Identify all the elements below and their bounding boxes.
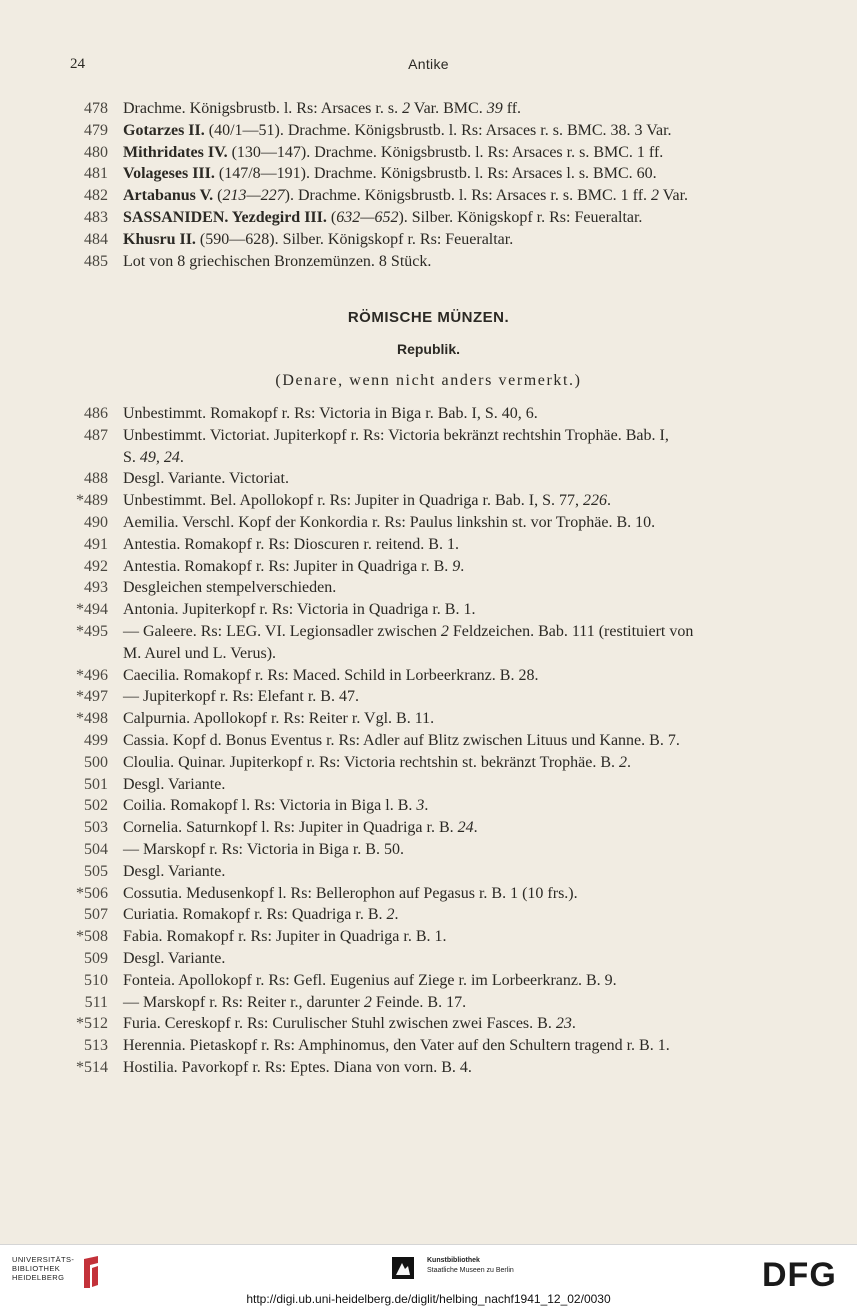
lot-number: *514: [76, 1058, 108, 1076]
section-title: RÖMISCHE MÜNZEN.: [347, 309, 510, 326]
lot-number: 486: [84, 405, 108, 422]
lot-number: *506: [76, 884, 108, 902]
lot-number: *512: [76, 1015, 108, 1033]
lot-number: 507: [84, 906, 108, 924]
lot-description: — Galeere. Rs: LEG. VI. Legionsadler zwischen 2 Feldzeichen. Bab. 111 (restituiert von M. Aurel und L. Verus).: [123, 622, 694, 662]
lot-number: 503: [84, 819, 108, 837]
lot-description: — Marskopf r. Rs: Reiter r., darunter 2 Feinde. B. 17.: [123, 993, 467, 1011]
catalog-entry: [0, 992, 857, 1014]
lot-number: 502: [84, 797, 108, 815]
lot-number: *494: [76, 601, 108, 619]
catalog-entry: [0, 185, 857, 207]
catalog-entry: [0, 948, 857, 970]
lot-number: 484: [84, 230, 108, 248]
catalog-entry: [0, 577, 857, 599]
lot-description: Furia. Cereskopf r. Rs: Curulischer Stuhl zwischen zwei Fasces. B. 23.: [123, 1015, 576, 1033]
catalog-entry: [0, 229, 857, 251]
catalog-entry: [0, 207, 857, 229]
lot-number: 479: [84, 121, 108, 139]
lot-number: *495: [76, 622, 108, 640]
catalog-entry: [0, 98, 857, 120]
uni-logo-line: UNIVERSITÄTS-: [12, 1255, 75, 1264]
uni-logo-line: HEIDELBERG: [12, 1273, 65, 1282]
lot-description: Cornelia. Saturnkopf l. Rs: Jupiter in Quadriga r. B. 24.: [123, 819, 478, 837]
catalog-entry: [0, 1013, 857, 1035]
catalog-entry: [0, 926, 857, 948]
catalog-entry: [0, 142, 857, 164]
lot-number: 510: [84, 971, 108, 989]
lot-number: 492: [84, 557, 108, 575]
catalog-entry: [0, 817, 857, 839]
catalog-entry: [0, 556, 857, 578]
catalog-entry: [0, 774, 857, 796]
lot-description: Fabia. Romakopf r. Rs: Jupiter in Quadriga r. B. 1.: [123, 928, 447, 946]
lot-number: 481: [84, 165, 108, 183]
lot-description: Coilia. Romakopf l. Rs: Victoria in Biga l. B. 3.: [123, 797, 429, 815]
lot-number: 509: [84, 949, 108, 967]
entry-list-oriental: [0, 98, 857, 272]
catalog-entry: [0, 795, 857, 817]
lot-number: 500: [84, 753, 108, 771]
catalog-entry: [0, 883, 857, 905]
catalog-entry: [0, 1057, 857, 1079]
lot-description: Desgl. Variante. Victoriat.: [123, 470, 289, 488]
lot-description: Hostilia. Pavorkopf r. Rs: Eptes. Diana von vorn. B. 4.: [123, 1058, 472, 1076]
lot-description: Lot von 8 griechischen Bronzemünzen. 8 Stück.: [123, 252, 432, 270]
lot-number: 504: [84, 840, 108, 858]
catalog-entry: [0, 468, 857, 490]
lot-description: Herennia. Pietaskopf r. Rs: Amphinomus, den Vater auf den Schultern tragend r. B. 1.: [123, 1037, 670, 1055]
lot-number: 478: [84, 100, 108, 117]
catalog-entry: [0, 599, 857, 621]
catalog-entry: [0, 425, 857, 469]
lot-description: Desgleichen stempelverschieden.: [123, 579, 337, 597]
lot-description: Cloulia. Quinar. Jupiterkopf r. Rs: Victoria rechtshin st. bekränzt Trophäe. B. 2.: [123, 753, 632, 771]
lot-description: Volageses III. (147/8—191). Drachme. Königsbrustb. l. Rs: Arsaces l. s. BMC. 60.: [123, 165, 657, 183]
lot-description: Caecilia. Romakopf r. Rs: Maced. Schild in Lorbeerkranz. B. 28.: [123, 666, 539, 684]
lot-description: — Marskopf r. Rs: Victoria in Biga r. B. 50.: [123, 840, 404, 858]
lot-description: Fonteia. Apollokopf r. Rs: Gefl. Eugenius auf Ziege r. im Lorbeerkranz. B. 9.: [123, 971, 617, 989]
catalog-entry: [0, 120, 857, 142]
lot-description: Desgl. Variante.: [123, 775, 226, 793]
catalog-entry: [0, 251, 857, 273]
permalink-url[interactable]: http://digi.ub.uni-heidelberg.de/diglit/helbing_nachf1941_12_02/0030: [246, 1292, 611, 1306]
catalog-entry: [0, 403, 857, 425]
university-library-logo[interactable]: [12, 1255, 74, 1282]
lot-number: 505: [84, 862, 108, 880]
lot-description: SASSANIDEN. Yezdegird III. (632—652). Silber. Königskopf r. Rs: Feueraltar.: [123, 208, 643, 226]
lot-number: 482: [84, 187, 108, 205]
lot-number: 487: [84, 426, 108, 444]
lot-number: *496: [76, 666, 108, 684]
lot-number: *508: [76, 928, 108, 946]
lot-description: Curiatia. Romakopf r. Rs: Quadriga r. B. 2.: [123, 906, 399, 924]
kb-subtitle: Staatliche Museen zu Berlin: [427, 1267, 514, 1274]
lot-number: *498: [76, 710, 108, 728]
section-subtitle: Republik.: [396, 341, 460, 357]
lot-description: Unbestimmt. Bel. Apollokopf r. Rs: Jupiter in Quadriga r. Bab. I, S. 77, 226.: [123, 492, 611, 510]
lot-number: *489: [76, 492, 108, 510]
catalog-entry: [0, 490, 857, 512]
lot-description: Cassia. Kopf d. Bonus Eventus r. Rs: Adler auf Blitz zwischen Lituus und Kanne. B. 7.: [123, 731, 680, 749]
catalog-entry: [0, 163, 857, 185]
catalog-entry: [0, 1035, 857, 1057]
lot-description: — Jupiterkopf r. Rs: Elefant r. B. 47.: [123, 688, 359, 706]
lot-number: 513: [84, 1037, 108, 1055]
lot-number: *497: [76, 688, 108, 706]
lot-description: Unbestimmt. Victoriat. Jupiterkopf r. Rs: Victoria bekränzt rechtshin Trophäe. Bab. I, S. 49, 24.: [123, 426, 669, 466]
page-number: 24: [70, 56, 85, 72]
kunstbibliothek-logo-icon[interactable]: [392, 1257, 414, 1279]
lot-description: Gotarzes II. (40/1—51). Drachme. Königsbrustb. l. Rs: Arsaces r. s. BMC. 38. 3 Var.: [123, 121, 672, 139]
catalog-entry: [0, 752, 857, 774]
lot-number: 488: [84, 470, 108, 488]
lot-number: 493: [84, 579, 108, 597]
catalog-entry: [0, 621, 857, 665]
section-note: (Denare, wenn nicht anders vermerkt.): [275, 372, 582, 389]
catalog-entry: [0, 512, 857, 534]
lot-description: Khusru II. (590—628). Silber. Königskopf r. Rs: Feueraltar.: [123, 230, 514, 248]
lot-description: Aemilia. Verschl. Kopf der Konkordia r. Rs: Paulus linkshin st. vor Trophäe. B. 10.: [123, 513, 656, 531]
uni-logo-line: BIBLIOTHEK: [12, 1264, 61, 1273]
lot-description: Calpurnia. Apollokopf r. Rs: Reiter r. Vgl. B. 11.: [123, 710, 435, 728]
lot-description: Antestia. Romakopf r. Rs: Dioscuren r. reitend. B. 1.: [123, 535, 459, 553]
lot-number: 511: [84, 993, 108, 1011]
lot-number: 490: [84, 513, 108, 531]
dfg-logo[interactable]: DFG: [762, 1256, 837, 1294]
catalog-entry: [0, 708, 857, 730]
lot-number: 483: [84, 208, 108, 226]
lot-number: 501: [84, 775, 108, 793]
catalog-entry: [0, 534, 857, 556]
catalog-entry: [0, 730, 857, 752]
lot-description: Desgl. Variante.: [123, 862, 226, 880]
catalog-entry: [0, 861, 857, 883]
catalog-entry: [0, 686, 857, 708]
lot-description: Desgl. Variante.: [123, 949, 226, 967]
lot-description: Antonia. Jupiterkopf r. Rs: Victoria in Quadriga r. B. 1.: [123, 601, 476, 619]
lot-number: 499: [84, 731, 108, 749]
lot-number: 480: [84, 143, 108, 161]
lot-description: Antestia. Romakopf r. Rs: Jupiter in Quadriga r. B. 9.: [123, 557, 465, 575]
catalog-entry: [0, 904, 857, 926]
footer-bar: [0, 1244, 857, 1307]
entry-list-roman: [0, 403, 857, 1079]
kb-title: Kunstbibliothek: [427, 1257, 480, 1264]
catalog-entry: [0, 970, 857, 992]
lot-description: Unbestimmt. Romakopf r. Rs: Victoria in Biga r. Bab. I, S. 40, 6.: [123, 405, 538, 422]
running-head: Antike: [408, 56, 449, 72]
lot-number: 491: [84, 535, 108, 553]
kunstbibliothek-label: [427, 1256, 514, 1276]
lot-description: Artabanus V. (213—227). Drachme. Königsbrustb. l. Rs: Arsaces r. s. BMC. 1 ff. 2 Var.: [123, 187, 689, 205]
catalog-entry: [0, 665, 857, 687]
lot-number: 485: [84, 252, 108, 270]
lot-description: Drachme. Königsbrustb. l. Rs: Arsaces r. s. 2 Var. BMC. 39 ff.: [123, 100, 522, 117]
library-emblem-icon: [80, 1255, 102, 1289]
catalog-entry: [0, 839, 857, 861]
lot-description: Mithridates IV. (130—147). Drachme. Königsbrustb. l. Rs: Arsaces r. s. BMC. 1 ff.: [123, 143, 664, 161]
lot-description: Cossutia. Medusenkopf l. Rs: Bellerophon auf Pegasus r. B. 1 (10 frs.).: [123, 884, 578, 902]
